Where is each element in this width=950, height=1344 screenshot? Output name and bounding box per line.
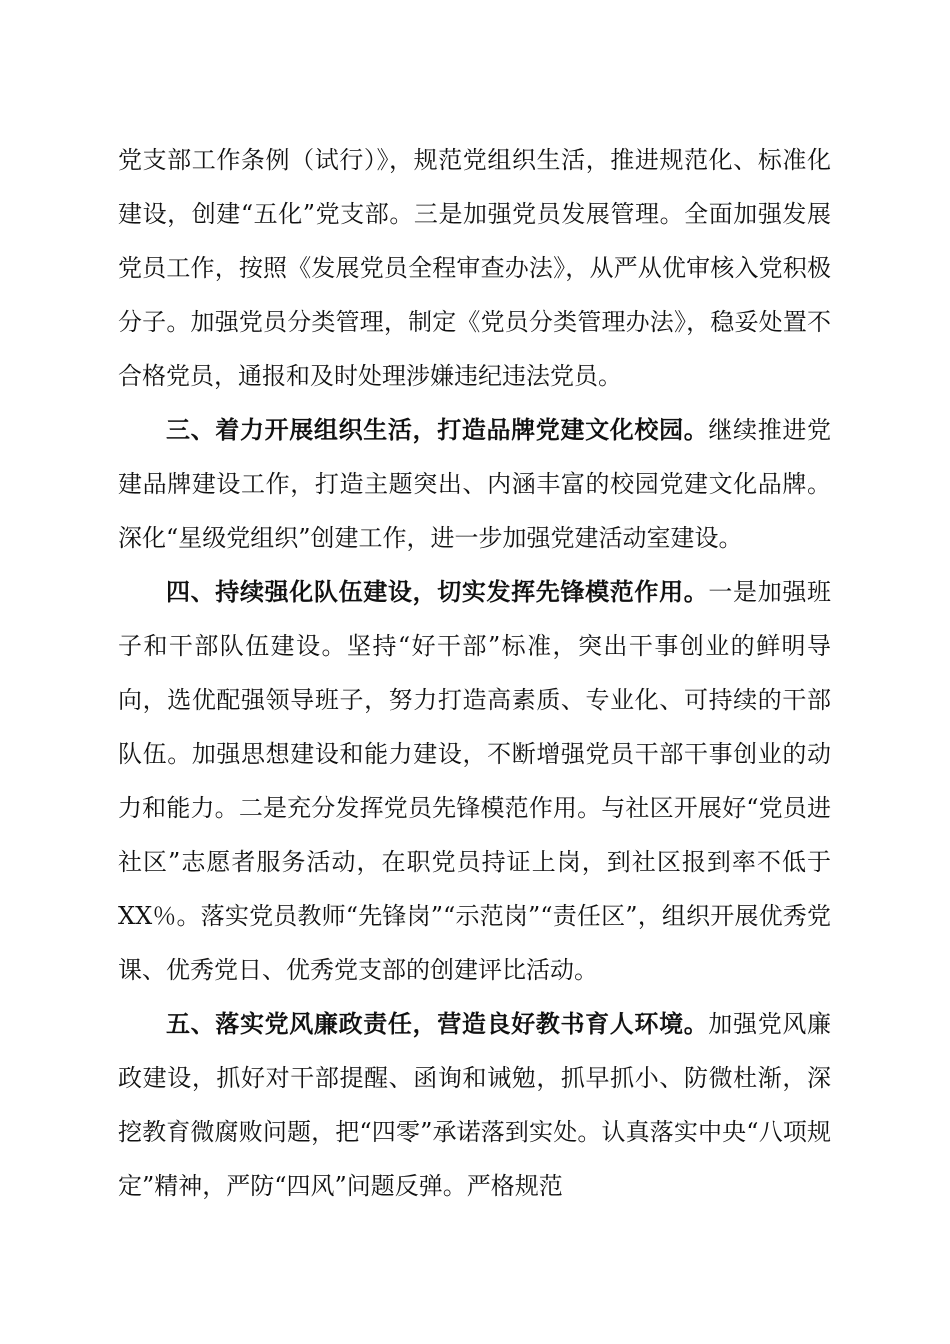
document-page <box>118 133 831 1213</box>
paragraph-text: 党支部工作条例（试行）》，规范党组织生活，推进规范化、标准化建设，创建“五化”党支部。三是加强党员发展管理。全面加强发展党员工作，按照《发展党员全程审查办法》，从严从优审核入党积极分子。加强党员分类管理，制定《党员分类管理办法》，稳妥处置不合格党员，通报和及时处理涉嫌违纪违法党员。 <box>118 146 831 390</box>
paragraph-text: 一是加强班子和干部队伍建设。坚持“好干部”标准，突出干事创业的鲜明导向，选优配强领导班子，努力打造高素质、专业化、可持续的干部队伍。加强思想建设和能力建设，不断增强党员干部干事创业的动力和能力。二是充分发挥党员先锋模范作用。与社区开展好“党员进社区”志愿者服务活动，在职党员持证上岗，到社区报到率不低于XX％。落实党员教师“先锋岗”“示范岗”“责任区”，组织开展优秀党课、优秀党日、优秀党支部的创建评比活动。 <box>118 578 832 984</box>
section-heading: 五、落实党风廉政责任，营造良好教书育人环境。 <box>166 1010 709 1038</box>
paragraph-text: 加强党风廉政建设，抓好对干部提醒、函询和诫勉，抓早抓小、防微杜渐，深挖教育微腐败问题，把“四零”承诺落到实处。认真落实中央“八项规定”精神，严防“四风”问题反弹。严格规范 <box>118 1010 832 1200</box>
paragraph-section-4 <box>118 565 831 997</box>
paragraph-section-3 <box>118 403 831 565</box>
paragraph-continuation <box>118 133 831 403</box>
paragraph-section-5 <box>118 997 831 1213</box>
section-heading: 三、着力开展组织生活，打造品牌党建文化校园。 <box>166 416 709 444</box>
section-heading: 四、持续强化队伍建设，切实发挥先锋模范作用。 <box>166 578 709 606</box>
paragraph-text: 继续推进党建品牌建设工作，打造主题突出、内涵丰富的校园党建文化品牌。深化“星级党组织”创建工作，进一步加强党建活动室建设。 <box>118 416 832 552</box>
